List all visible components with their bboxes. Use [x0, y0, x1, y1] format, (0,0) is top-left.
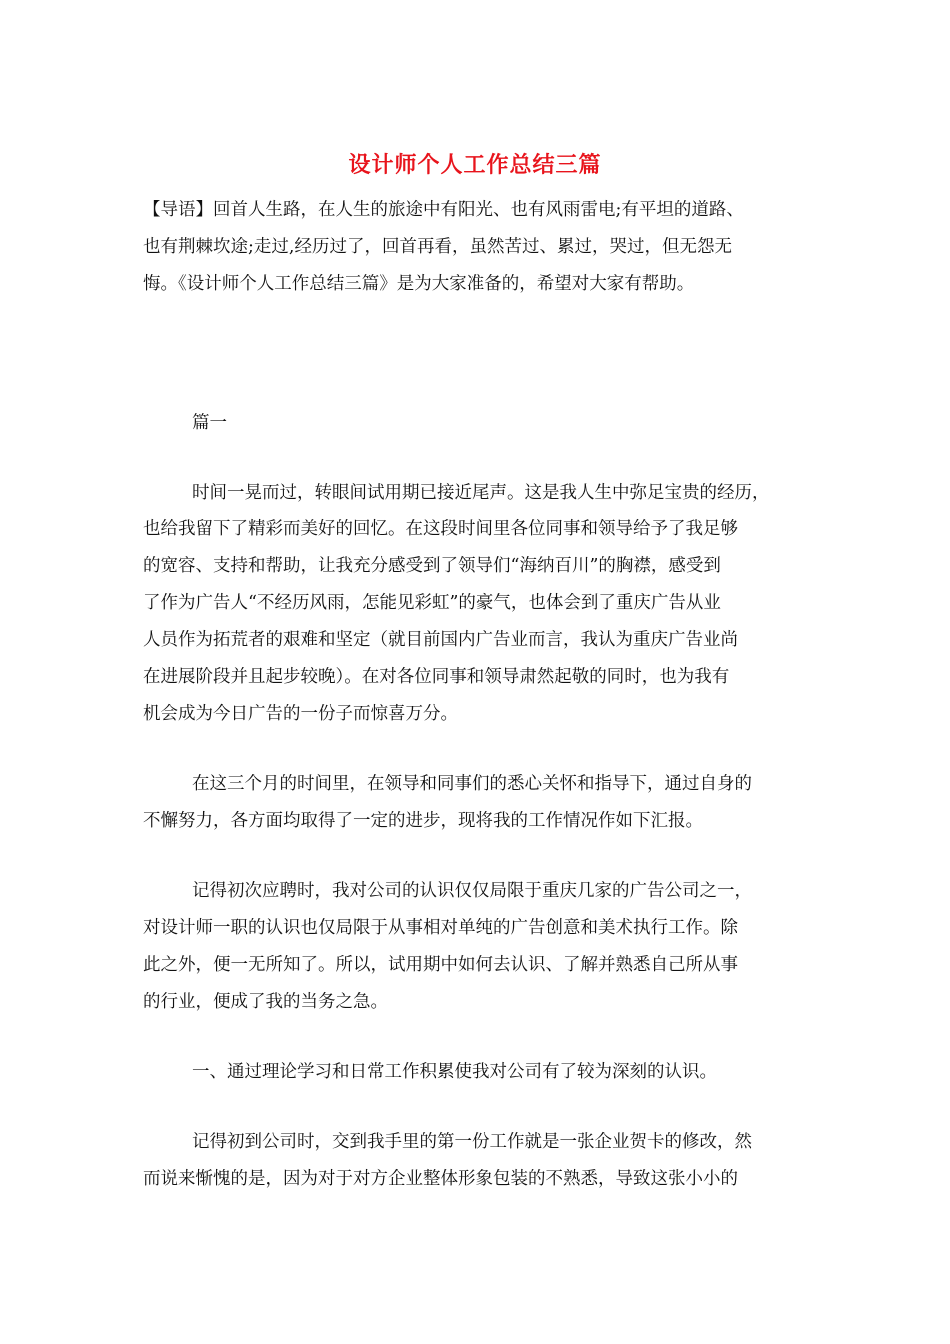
body-line: 在这三个月的时间里，在领导和同事们的悉心关怀和指导下，通过自身的 [192, 774, 752, 794]
body-line: 也给我留下了精彩而美好的回忆。在这段时间里各位同事和领导给予了我足够 [143, 519, 738, 539]
subsection-heading: 一、通过理论学习和日常工作积累使我对公司有了较为深刻的认识。 [192, 1062, 717, 1082]
body-line: 的行业，便成了我的当务之急。 [143, 992, 388, 1012]
body-line: 了作为广告人“不经历风雨，怎能见彩虹”的豪气，也体会到了重庆广告从业 [143, 593, 721, 613]
body-line: 对设计师一职的认识也仅局限于从事相对单纯的广告创意和美术执行工作。除 [143, 918, 738, 938]
body-line: 而说来惭愧的是，因为对于对方企业整体形象包装的不熟悉，导致这张小小的 [143, 1169, 738, 1189]
body-line: 记得初次应聘时，我对公司的认识仅仅局限于重庆几家的广告公司之一， [192, 881, 752, 901]
body-line: 时间一晃而过，转眼间试用期已接近尾声。这是我人生中弥足宝贵的经历， [192, 483, 770, 503]
body-line: 的宽容、支持和帮助，让我充分感受到了领导们“海纳百川”的胸襟，感受到 [143, 556, 721, 576]
body-line: 机会成为今日广告的一份子而惊喜万分。 [143, 704, 458, 724]
intro-line: 也有荆棘坎途;走过,经历过了，回首再看，虽然苦过、累过，哭过，但无怨无 [143, 237, 732, 257]
body-line: 此之外，便一无所知了。所以，试用期中如何去认识、了解并熟悉自己所从事 [143, 955, 738, 975]
document-title: 设计师个人工作总结三篇 [348, 152, 602, 178]
body-line: 人员作为拓荒者的艰难和坚定（就目前国内广告业而言，我认为重庆广告业尚 [143, 630, 738, 650]
intro-line: 【导语】回首人生路，在人生的旅途中有阳光、也有风雨雷电;有平坦的道路、 [143, 200, 744, 220]
body-line: 记得初到公司时，交到我手里的第一份工作就是一张企业贺卡的修改，然 [192, 1132, 752, 1152]
body-line: 不懈努力，各方面均取得了一定的进步，现将我的工作情况作如下汇报。 [143, 811, 703, 831]
intro-line: 悔。《设计师个人工作总结三篇》是为大家准备的，希望对大家有帮助。 [143, 274, 695, 294]
body-line: 在进展阶段并且起步较晚）。在对各位同事和领导肃然起敬的同时，也为我有 [143, 667, 730, 687]
section-heading: 篇一 [192, 413, 227, 433]
